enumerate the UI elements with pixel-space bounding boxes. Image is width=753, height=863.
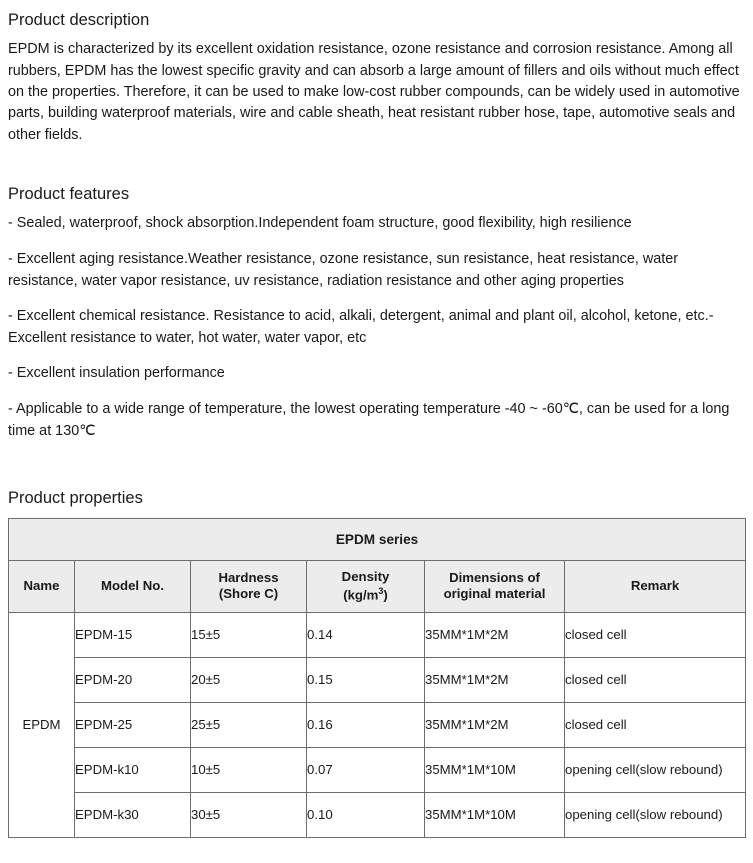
cell-model: EPDM-15 [75, 612, 191, 657]
cell-hardness: 25±5 [191, 702, 307, 747]
spacer [8, 162, 745, 184]
table-row [9, 612, 746, 657]
cell-remark: opening cell(slow rebound) [565, 747, 746, 792]
cell-dimensions: 35MM*1M*2M [425, 657, 565, 702]
cell-model: EPDM-20 [75, 657, 191, 702]
cell-model: EPDM-25 [75, 702, 191, 747]
cell-remark: closed cell [565, 612, 746, 657]
product-description-section [8, 10, 745, 146]
header-hardness-line1: Hardness [218, 569, 279, 585]
header-hardness [191, 560, 307, 612]
header-density-line1: Density [341, 569, 390, 585]
feature-item: - Sealed, waterproof, shock absorption.Independent foam structure, good flexibility, high resilience [8, 215, 632, 232]
header-dimensions [425, 560, 565, 612]
cell-density: 0.07 [307, 747, 425, 792]
feature-item: - Excellent chemical resistance. Resistance to acid, alkali, detergent, animal and plant oil, alcohol, ketone, etc.- Excellent resistance to water, hot water, water vapor, etc [8, 308, 714, 346]
cell-hardness: 10±5 [191, 747, 307, 792]
table-header-row [9, 560, 746, 612]
table-row [9, 657, 746, 702]
cell-model: EPDM-k10 [75, 747, 191, 792]
table-row [9, 702, 746, 747]
product-features-list [8, 213, 745, 442]
header-model: Model No. [75, 560, 191, 612]
feature-item: - Excellent aging resistance.Weather resistance, ozone resistance, sun resistance, heat resistance, water resistance, water vapor resistance, uv resistance, radiation resistance and other aging properties [8, 251, 679, 289]
cell-dimensions: 35MM*1M*2M [425, 702, 565, 747]
cell-density: 0.16 [307, 702, 425, 747]
product-features-section [8, 184, 745, 442]
cell-hardness: 20±5 [191, 657, 307, 702]
cell-hardness: 15±5 [191, 612, 307, 657]
header-hardness-line2: (Shore C) [218, 586, 279, 602]
header-dimensions-line1: Dimensions of [449, 569, 540, 585]
cell-model: EPDM-k30 [75, 792, 191, 837]
cell-hardness: 30±5 [191, 792, 307, 837]
cell-dimensions: 35MM*1M*10M [425, 792, 565, 837]
header-density [307, 560, 425, 612]
cell-density: 0.10 [307, 792, 425, 837]
header-density-exponent: 3 [378, 585, 384, 596]
header-dimensions-line2: original material [443, 586, 546, 602]
product-description-text: EPDM is characterized by its excellent oxidation resistance, ozone resistance and corrosion resistance. Among all rubbers, EPDM has the lowest specific gravity and can absorb a large amount of fillers and oils without much effect on the properties. Therefore, it can be used to make low-cost rubber compounds, can be widely used in automotive parts, building waterproof materials, wire and cable sheath, heat resistant rubber hose, tape, automotive seals and other fields. [8, 41, 740, 143]
cell-dimensions: 35MM*1M*10M [425, 747, 565, 792]
product-properties-section [8, 488, 745, 837]
properties-table [8, 518, 746, 838]
table-row [9, 747, 746, 792]
header-remark: Remark [565, 560, 746, 612]
header-density-unit: (kg/m [343, 586, 379, 602]
table-row [9, 792, 746, 837]
table-caption-row [9, 518, 746, 560]
product-features-title: Product features [8, 185, 130, 203]
cell-remark: closed cell [565, 657, 746, 702]
header-name: Name [9, 560, 75, 612]
feature-item: - Applicable to a wide range of temperature, the lowest operating temperature -40 ~ -60℃, can be used for a long time at 130℃ [8, 401, 730, 439]
cell-density: 0.15 [307, 657, 425, 702]
cell-remark: closed cell [565, 702, 746, 747]
cell-density: 0.14 [307, 612, 425, 657]
spacer [8, 458, 745, 488]
feature-item: - Excellent insulation performance [8, 365, 225, 382]
cell-dimensions: 35MM*1M*2M [425, 612, 565, 657]
header-density-close: ) [383, 586, 388, 602]
product-description-title: Product description [8, 11, 150, 29]
header-density-line2 [307, 586, 424, 604]
cell-remark: opening cell(slow rebound) [565, 792, 746, 837]
product-properties-title: Product properties [8, 489, 143, 508]
table-caption: EPDM series [9, 518, 746, 560]
cell-name-group: EPDM [9, 612, 75, 837]
